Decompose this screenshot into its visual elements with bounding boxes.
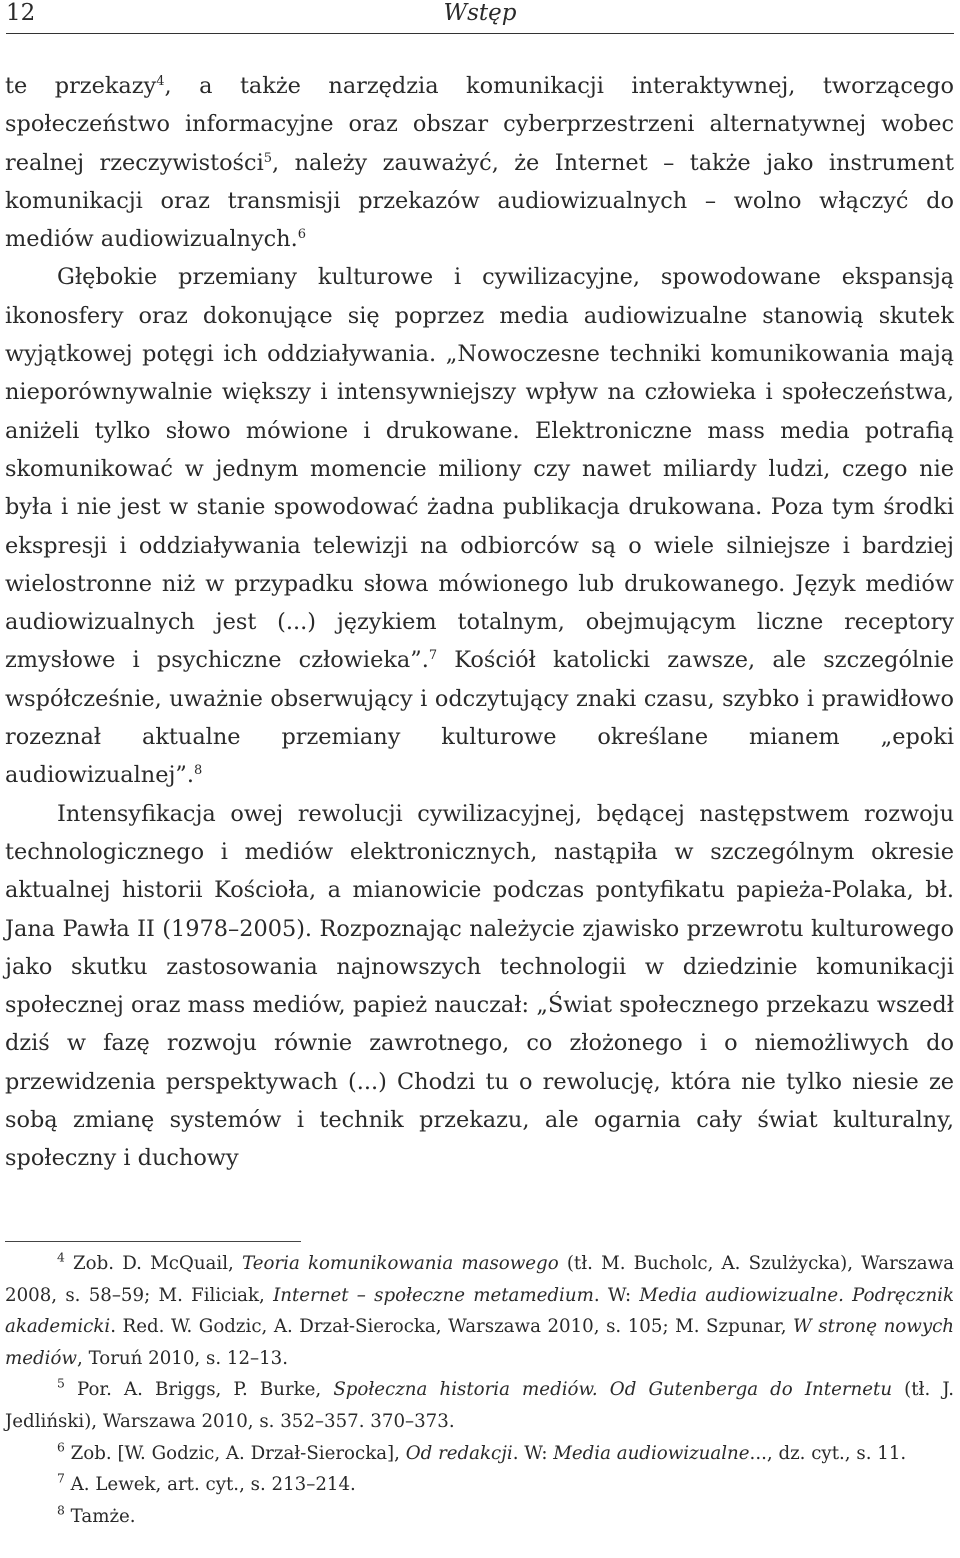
footnote-ref-6: 6 xyxy=(297,227,306,243)
paragraph-2-text-b: Kościół katolicki zawsze, ale szczególnie współcześnie, uważnie obserwujący i odczytujący znaki czasu, szybko i prawidłowo rozeznał aktualne przemiany kulturowe określane mianem „epoki audiowizualnej”. xyxy=(5,647,954,789)
paragraph-2-text-a: Głębokie przemiany kulturowe i cywilizacyjne, spowodowane ekspansją ikonosfery oraz dokonujące się poprzez media audiowizualne stanowią skutek wyjątkowej potęgi ich oddziaływania. „Nowoczesne techniki komunikowania mają nieporównywalnie większy i intensywniejszy wpływ na człowieka i społeczeństwa, aniżeli tylko słowo mówione i drukowane. Elektroniczne mass media potrafią skomunikować w jednym momencie miliony czy nawet miliardy ludzi, czego nie była i nie jest w stanie spowodować żadna publikacja drukowana. Poza tym środki ekspresji i oddziaływania telewizji na odbiorców są o wiele silniejsze i bardziej wielostronne niż w przypadku słowa mówionego lub drukowanego. Język mediów audiowizualnych jest (...) językiem totalnym, obejmującym liczne receptory zmysłowe i psychiczne człowieka”. xyxy=(5,264,954,674)
paragraph-3-text: Intensyfikacja owej rewolucji cywilizacyjnej, będącej następstwem rozwoju technologicznego i mediów elektronicznych, nastąpiła w szczególnym okresie aktualnej historii Kościoła, a mianowicie podczas pontyfikatu papieża-Polaka, bł. Jana Pawła II (1978–2005). Rozpoznając należycie zjawisko przewrotu kulturowego jako skutku zastosowania najnowszych technologii w dziedzinie komunikacji społecznej oraz mass mediów, papież nauczał: „Świat społecznego przekazu wszedł dziś w fazę rozwoju równie zawrotnego, co złożonego i o niemożliwych do przewidzenia perspektywach (...) Chodzi tu o rewolucję, która nie tylko niesie ze sobą zmianę systemów i technik przekazu, ale ogarnia cały świat kulturalny, społeczny i duchowy xyxy=(5,800,954,1172)
footnotes xyxy=(5,1248,954,1532)
footnote-text: (tł. J. Jedliński), Warszawa 2010, s. 352–357. 370–373. xyxy=(5,1379,954,1432)
footnote-ref-8: 8 xyxy=(193,763,203,779)
footnote-title: Teoria komunikowania masowego xyxy=(242,1253,559,1274)
footnote-separator xyxy=(5,1241,301,1242)
footnote-text: . Red. W. Godzic, A. Drzał-Sierocka, Warszawa 2010, s. 105; M. Szpunar, xyxy=(110,1316,794,1338)
paragraph-3 xyxy=(5,795,954,1178)
footnote-6 xyxy=(5,1438,954,1470)
footnote-text: (tł. M. Bucholc, A. Szulżycka), Warszawa 2008, s. 58–59; M. Filiciak, xyxy=(5,1253,954,1306)
footnote-text: A. Lewek, art. cyt., s. 213–214. xyxy=(64,1474,356,1496)
footnote-number: 4 xyxy=(57,1250,65,1265)
footnote-4 xyxy=(5,1248,954,1374)
footnote-number: 7 xyxy=(57,1471,65,1486)
footnote-8 xyxy=(5,1501,954,1533)
footnote-text: Por. A. Briggs, P. Burke, xyxy=(64,1379,334,1401)
main-text xyxy=(5,67,954,1178)
footnote-7 xyxy=(5,1469,954,1501)
running-header xyxy=(6,0,954,34)
footnote-number: 5 xyxy=(57,1376,65,1391)
running-head-title: Wstęp xyxy=(443,0,517,26)
paragraph-2 xyxy=(5,258,954,794)
footnote-text: Zob. D. McQuail, xyxy=(64,1253,242,1274)
footnote-ref-4: 4 xyxy=(156,73,165,89)
footnote-title: W stronę nowych mediów xyxy=(5,1316,954,1369)
footnote-text: ..., dz. cyt., s. 11. xyxy=(749,1442,907,1464)
paragraph-1 xyxy=(5,67,954,258)
footnote-text: Zob. [W. Godzic, A. Drzał-Sierocka], xyxy=(64,1442,406,1464)
footnote-title: Media audiowizualne xyxy=(553,1442,750,1464)
footnote-text: Tamże. xyxy=(64,1505,136,1527)
footnote-title: Media audiowizualne. Podręcznik akademicki xyxy=(5,1284,954,1338)
footnote-number: 8 xyxy=(57,1503,65,1518)
footnote-5 xyxy=(5,1374,954,1437)
footnote-text: . W: xyxy=(593,1284,640,1306)
footnote-ref-5: 5 xyxy=(263,150,273,166)
footnote-ref-7: 7 xyxy=(428,648,438,664)
footnote-title: Społeczna historia mediów. Od Gutenberga do Internetu xyxy=(333,1379,893,1401)
paragraph-1-text-b: , a także narzędzia komunikacji interaktywnej, tworzącego społeczeństwo informacyjne oraz obszar cyberprzestrzeni alternatywnej wobec realnej rzeczywistości xyxy=(5,73,954,176)
footnote-text: . W: xyxy=(512,1442,554,1464)
footnote-text: , Toruń 2010, s. 12–13. xyxy=(77,1347,289,1369)
footnote-title: Internet – społeczne metamedium xyxy=(273,1284,594,1306)
page-number: 12 xyxy=(6,0,36,26)
paragraph-1-text-c: , należy zauważyć, że Internet – także jako instrument komunikacji oraz transmisji przekazów audiowizualnych – wolno włączyć do mediów audiowizualnych. xyxy=(5,149,954,253)
paragraph-1-text-a: te przekazy xyxy=(5,73,157,99)
footnote-number: 6 xyxy=(57,1439,65,1454)
footnote-title: Od redakcji xyxy=(405,1442,513,1464)
